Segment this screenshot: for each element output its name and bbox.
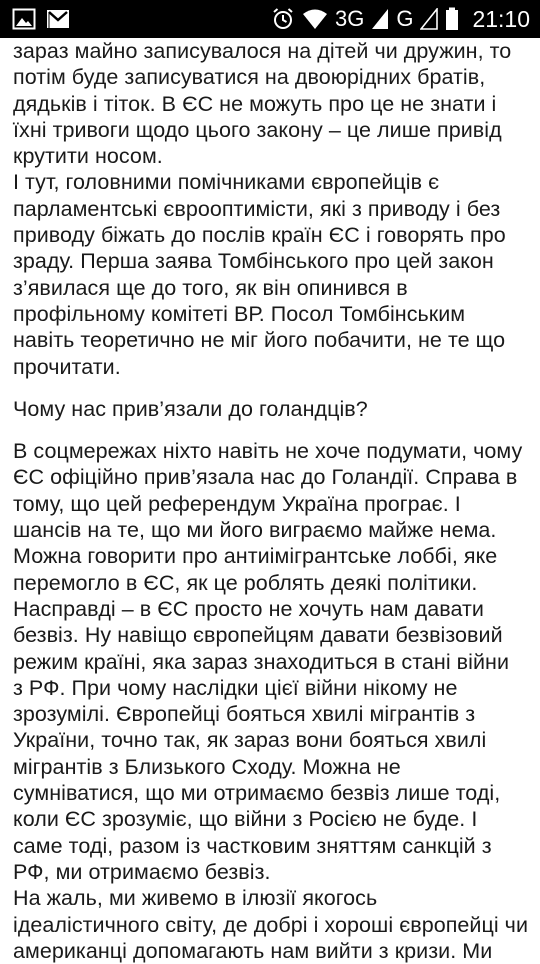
text-line: Насправді – в ЄС просто не хочуть нам давати [13,596,484,621]
text-line: На жаль, ми живемо в ілюзії якогось [13,886,378,911]
network-type-label: 3G [334,6,365,31]
article-paragraph [13,885,535,964]
text-line: парламентські єврооптимісти, які з приводу і без [13,196,501,221]
text-line: зрозумілі. Європейці бояться хвилі мігрантів з [13,702,476,727]
text-line: І тут, головними помічниками європейців є [13,170,440,195]
article-body [13,38,535,964]
signal2-icon [420,8,438,30]
text-line: зраду. Перша заява Томбінського про цей закон [13,249,494,274]
text-line: Можна говорити про антиімігрантське лоббі, яке [13,544,498,569]
network2-type-label: G [396,6,414,31]
text-line: ЄС офіційно прив’язала нас до Голандії. Справа в [13,465,518,490]
text-line: навіть теоретично не міг його побачити, не те що [13,328,506,353]
text-line: прочитати. [13,354,121,379]
text-line: тому, що цей референдум Україна програє. І [13,491,461,516]
article-subheading [13,396,535,422]
text-line: України, точно так, як зараз вони бояться хвилі [13,728,487,753]
text-line: саме тоді, разом із частковим зняттям санкцій з [13,833,492,858]
text-line: профільному комітеті ВР. Посол Томбінським [13,301,466,326]
text-line: коли ЄС зрозуміє, що війни з Росією не буде. І [13,807,478,832]
gmail-icon [46,9,70,29]
text-line: дядьків і тіток. В ЄС не можуть про це не знати і [13,91,497,116]
text-line: безвіз. Ну навіщо європейцям давати безвізовий [13,623,503,648]
text-line: сумніватися, що ми отримаємо безвіз лише тоді, [13,781,501,806]
text-line: мігрантів з Близького Сходу. Можна не [13,754,401,779]
text-line: ідеалістичного світу, де добрі і хороші європейці чи [13,912,528,937]
signal-icon [371,8,389,30]
text-line: РФ, ми отримаємо безвіз. [13,859,271,884]
text-line: з РФ. При чому наслідки цієї війни нікому не [13,675,458,700]
text-line: приводу біжать до послів країн ЄС і говорять про [13,223,506,248]
text-line: з’явилася ще до того, як він опинився в [13,275,408,300]
text-line: зараз майно записувалося на дітей чи дружин, то [13,39,512,63]
text-line: В соцмережах ніхто навіть не хоче подумати, чому [13,439,523,464]
text-line: американці допомагають нам вийти з кризи. Ми [13,938,493,963]
text-line: режим країні, яка зараз знаходиться в стані війни [13,649,510,674]
battery-icon [445,7,459,31]
alarm-icon [271,7,295,31]
wifi-icon [302,8,328,30]
text-line: шансів на те, що ми його виграємо майже нема. [13,518,497,543]
article-paragraph [13,438,535,885]
article-paragraph [13,38,535,169]
status-bar-right [271,7,530,31]
text-line: їхні тривоги щодо цього закону – це лише привід [13,117,502,142]
article-paragraph [13,169,535,379]
text-line: Чому нас прив’язали до голандців? [13,396,368,421]
status-bar-left [12,8,70,30]
clock-time: 21:10 [472,5,530,32]
status-bar [0,0,540,38]
text-line: перемогло в ЄС, як це роблять деякі політики. [13,570,478,595]
text-line: крутити носом. [13,144,163,169]
image-icon [12,8,36,30]
text-line: потім буде записуватися на двоюрідних братів, [13,65,486,90]
